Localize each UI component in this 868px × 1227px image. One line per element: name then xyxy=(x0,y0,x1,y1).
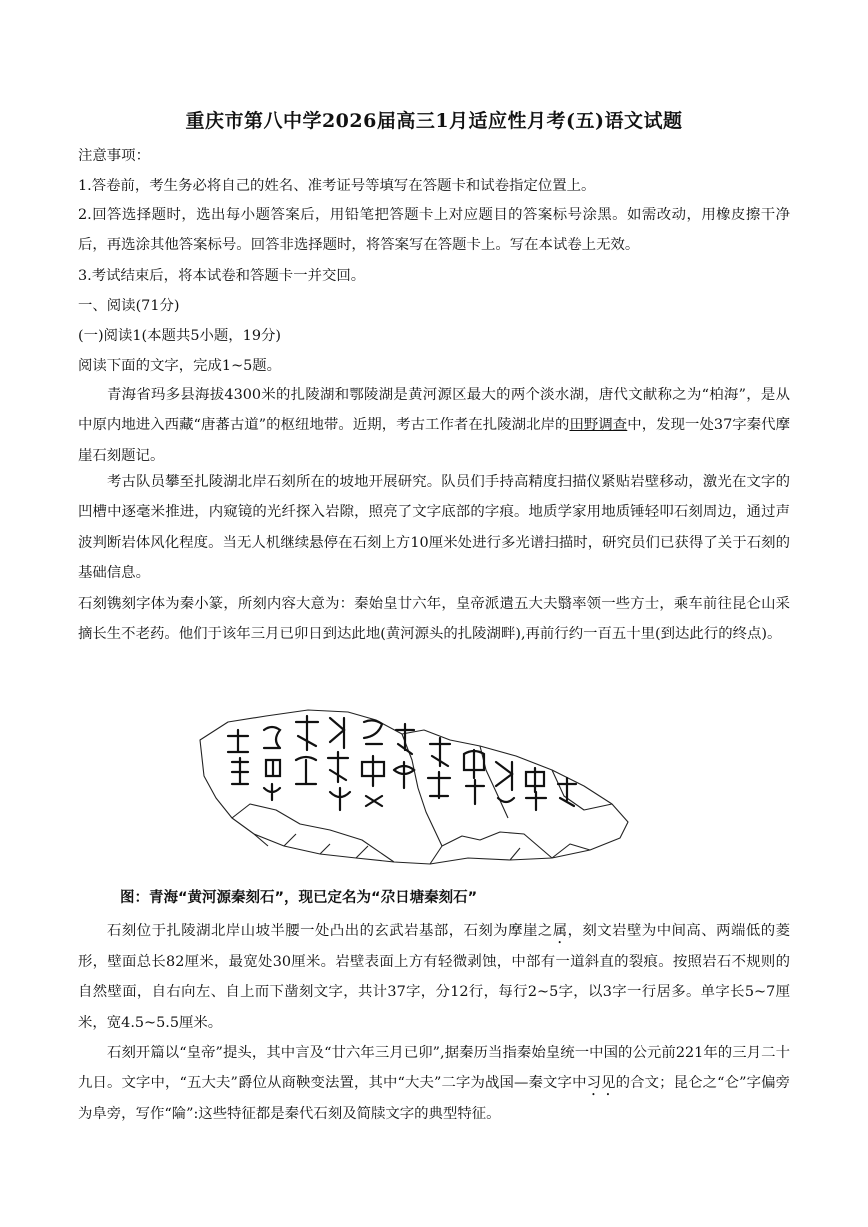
underlined-term: 田野调查 xyxy=(569,417,628,434)
dotted-term: 属 xyxy=(552,923,568,939)
paragraph-4 xyxy=(78,916,790,1038)
paragraph-5 xyxy=(78,1038,790,1130)
stone-inscription-image xyxy=(180,700,648,870)
paragraph-1-text-b: 中，发现一处37字秦代摩崖石刻题记。 xyxy=(78,417,790,464)
dotted-term-2: 习见 xyxy=(586,1075,616,1092)
section-heading-reading: 一、阅读(71分) xyxy=(78,298,180,314)
paragraph-5-text-a: 石刻开篇以“皇帝”提头，其中言及“廿六年三月已卯”,据秦历当指秦始皇统一中国的公元前221年的三月二十九日。文字中，“五大夫”爵位从商鞅变法置，其中“大夫”二字为战国—秦文字中 xyxy=(78,1045,790,1092)
page-title: 重庆市第八中学2026届高三1月适应性月考(五)语文试题 xyxy=(185,110,683,132)
notice-item-2: 2.回答选择题时，选出每小题答案后，用铅笔把答题卡上对应题目的答案标号涂黑。如需改动，用橡皮擦干净后，再选涂其他答案标号。回答非选择题时，将答案写在答题卡上。写在本试卷上无效。 xyxy=(78,207,790,254)
notice-item-3: 3.考试结束后，将本试卷和答题卡一并交回。 xyxy=(78,268,366,284)
subsection-heading: (一)阅读1(本题共5小题，19分) xyxy=(78,328,281,344)
paragraph-4-text-b: ，刻文岩壁为中间高、两端低的菱形，壁面总长82厘米，最宽处30厘米。岩壁表面上方有轻微剥蚀，中部有一道斜直的裂痕。按照岩石不规则的自然壁面，自右向左、自上而下凿刻文字，共计37字，分12行，每行2~5字，以3字一行居多。单字长5~7厘米，宽4.5~5.5厘米。 xyxy=(78,923,790,1031)
paragraph-1-text-a: 青海省玛多县海拔4300米的扎陵湖和鄂陵湖是黄河源区最大的两个淡水湖，唐代文献称之为“柏海”，是从中原内地进入西藏“唐蕃古道”的枢纽地带。近期，考古工作者在扎陵湖北岸的 xyxy=(78,387,790,434)
paragraph-1 xyxy=(78,380,790,471)
notice-item-1: 1.答卷前，考生务必将自己的姓名、准考证号等填写在答题卡和试卷指定位置上。 xyxy=(78,178,596,194)
reading-instruction: 阅读下面的文字，完成1~5题。 xyxy=(78,358,282,374)
paragraph-4-text-a: 石刻位于扎陵湖北岸山坡半腰一处凸出的玄武岩基部，石刻为摩崖之 xyxy=(107,923,553,939)
paragraph-5-text-b: 的合文；昆仑之“仑”字偏旁为阜旁，写作“陯”:这些特征都是秦代石刻及简牍文字的典型特征。 xyxy=(78,1075,790,1123)
paragraph-2: 考古队员攀至扎陵湖北岸石刻所在的坡地开展研究。队员们手持高精度扫描仪紧贴岩壁移动，激光在文字的凹槽中逐毫米推进，内窥镜的光纤探入岩隙，照亮了文字底部的字痕。地质学家用地质锤轻叩石刻周边，通过声波判断岩体风化程度。当无人机继续悬停在石刻上方10厘米处进行多光谱扫描时，研究员们已获得了关于石刻的基础信息。 xyxy=(78,474,790,581)
notice-heading: 注意事项： xyxy=(78,148,150,164)
figure-caption: 图：青海“黄河源秦刻石”，现已定名为“尕日塘秦刻石” xyxy=(120,890,478,906)
paragraph-3: 石刻镌刻字体为秦小篆，所刻内容大意为：秦始皇廿六年，皇帝派遣五大夫翳率领一些方士，乘车前往昆仑山采摘长生不老药。他们于该年三月已卯日到达此地(黄河源头的扎陵湖畔),再前行约一百五十里(到达此行的终点)。 xyxy=(78,596,790,643)
